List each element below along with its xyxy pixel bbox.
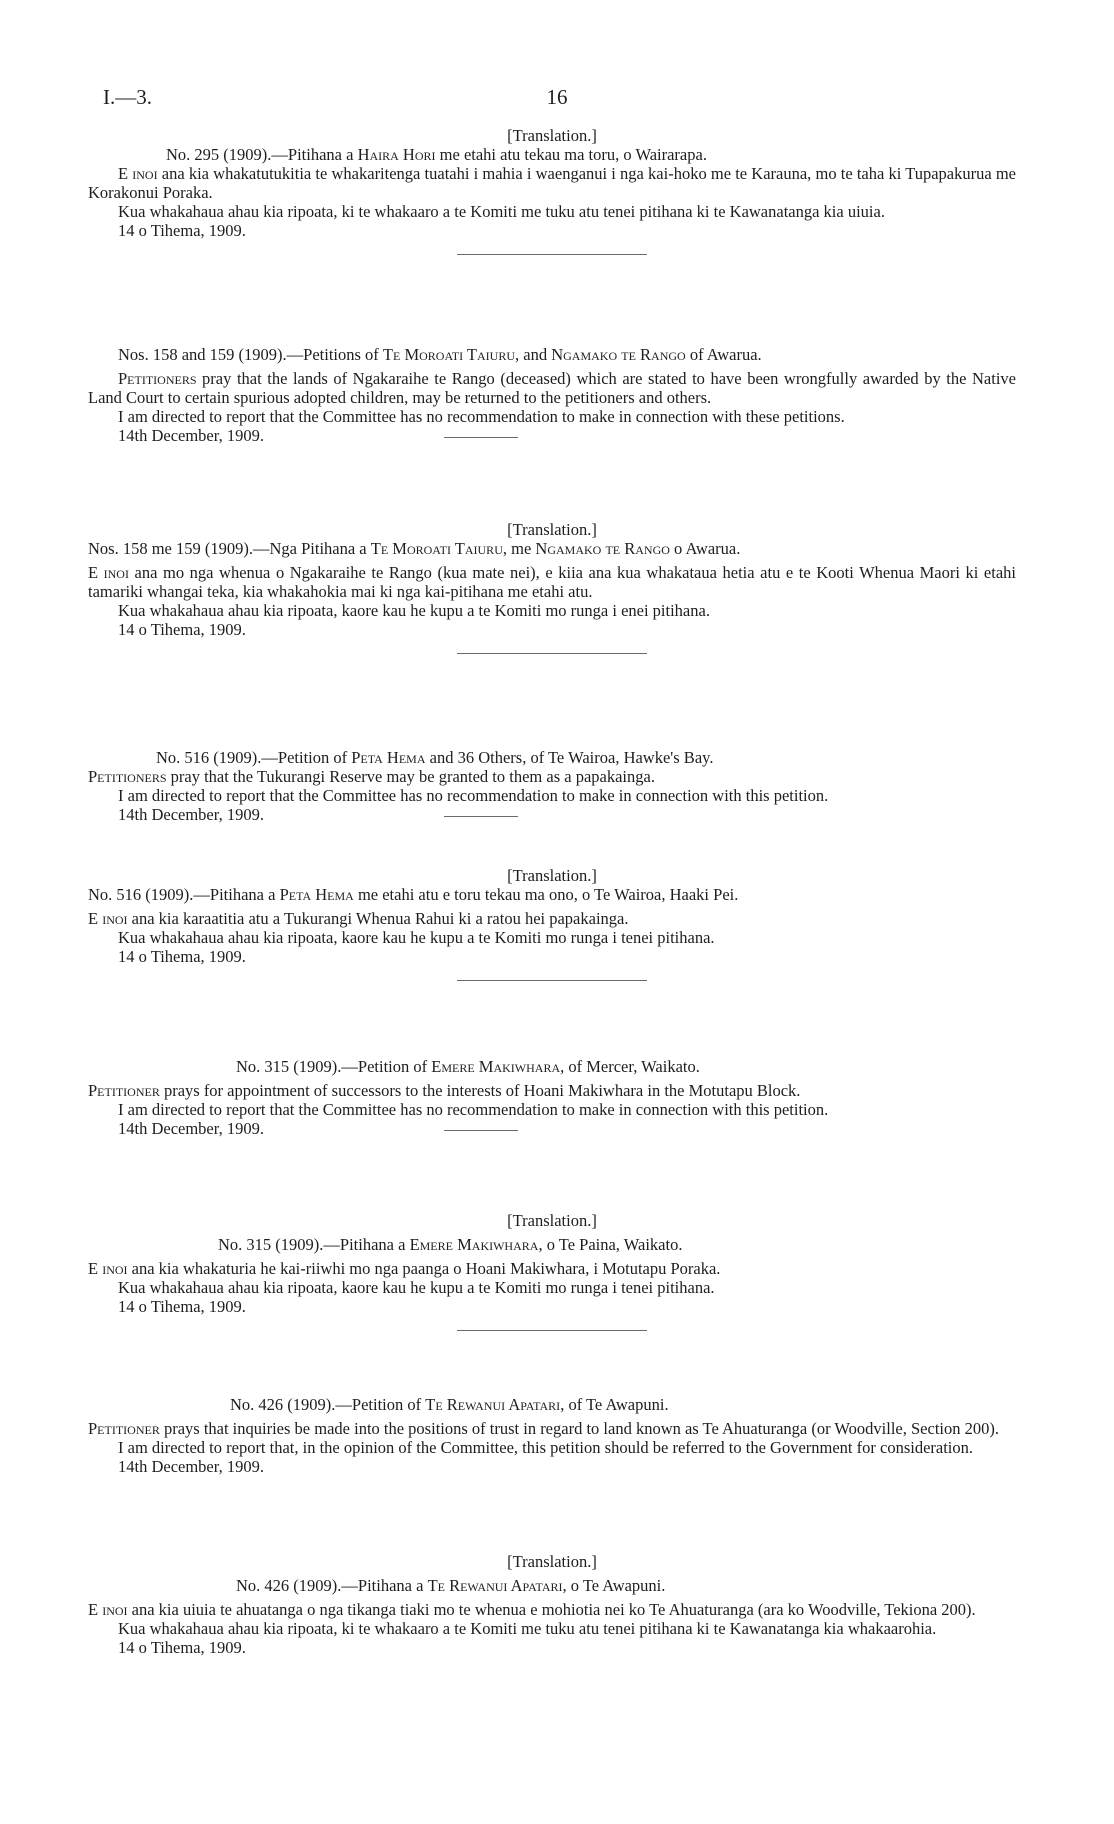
translation-label: [Translation.] <box>507 866 597 885</box>
committee-report: Kua whakahaua ahau kia ripoata, kaore kau he kupu a te Komiti mo runga i enei pitihana. <box>118 601 710 620</box>
petition-516 <box>88 748 1016 824</box>
petition-body: Petitioners pray that the lands of Ngakaraihe te Rango (deceased) which are stated to have been wrongfully awarded by the Native Land Court to certain spurious adopted children, may be returned to the petitioners and others. <box>88 369 1016 407</box>
petition-title: No. 295 (1909).—Pitihana a Haira Hori me etahi atu tekau ma toru, o Wairarapa. <box>166 145 707 164</box>
translation-label: [Translation.] <box>507 126 597 145</box>
section-divider <box>457 1330 647 1331</box>
report-date: 14 o Tihema, 1909. <box>118 947 246 966</box>
petition-426-translation <box>88 1552 1016 1657</box>
committee-report: I am directed to report that the Committee has no recommendation to make in connection with this petition. <box>118 786 829 805</box>
petition-title: No. 315 (1909).—Pitihana a Emere Makiwhara, o Te Paina, Waikato. <box>218 1235 683 1254</box>
translation-label: [Translation.] <box>507 1211 597 1230</box>
section-divider <box>457 254 647 255</box>
petition-158-159 <box>88 345 1016 445</box>
translation-label: [Translation.] <box>507 520 597 539</box>
report-date: 14 o Tihema, 1909. <box>118 1638 246 1657</box>
petition-body: Petitioner prays that inquiries be made into the positions of trust in regard to land known as Te Ahuaturanga (or Woodville, Section 200). <box>88 1419 999 1438</box>
section-divider <box>457 980 647 981</box>
committee-report: I am directed to report that, in the opinion of the Committee, this petition should be referred to the Government for consideration. <box>118 1438 974 1457</box>
petition-title: No. 426 (1909).—Pitihana a Te Rewanui Apatari, o Te Awapuni. <box>236 1576 666 1595</box>
committee-report: Kua whakahaua ahau kia ripoata, kaore kau he kupu a te Komiti mo runga i tenei pitihana. <box>118 928 715 947</box>
petition-295-translation <box>88 126 1016 269</box>
date-divider <box>444 1130 518 1131</box>
date-divider <box>444 816 518 817</box>
translation-label: [Translation.] <box>507 1552 597 1571</box>
petition-body: E inoi ana mo nga whenua o Ngakaraihe te Rango (kua mate nei), e kiia ana kua whakataua hetia atu e te Kooti Whenua Maori ki etahi tamariki whangai teka, kia whakahokia mai ki nga kai-pitihana me etahi atu. <box>88 563 1016 601</box>
report-date: 14th December, 1909. <box>88 805 1016 824</box>
petition-body: E inoi ana kia whakaturia he kai-riiwhi mo nga paanga o Hoani Makiwhara, i Motutapu Poraka. <box>88 1259 721 1278</box>
petition-title: Nos. 158 me 159 (1909).—Nga Pitihana a Te Moroati Taiuru, me Ngamako te Rango o Awarua. <box>88 539 741 558</box>
petition-426 <box>88 1395 1016 1476</box>
petition-body: Petitioner prays for appointment of successors to the interests of Hoani Makiwhara in the Motutapu Block. <box>88 1081 801 1100</box>
committee-report: Kua whakahaua ahau kia ripoata, kaore kau he kupu a te Komiti mo runga i tenei pitihana. <box>118 1278 715 1297</box>
report-date: 14th December, 1909. <box>88 426 1016 445</box>
committee-report: I am directed to report that the Committee has no recommendation to make in connection with this petition. <box>118 1100 829 1119</box>
petition-516-translation <box>88 866 1016 995</box>
committee-report: Kua whakahaua ahau kia ripoata, ki te whakaaro a te Komiti me tuku atu tenei pitihana ki te Kawanatanga kia uiuia. <box>118 202 885 221</box>
petition-title: No. 516 (1909).—Pitihana a Peta Hema me etahi atu e toru tekau ma ono, o Te Wairoa, Haaki Pei. <box>88 885 739 904</box>
page-number: 16 <box>546 85 568 109</box>
petition-315 <box>88 1057 1016 1138</box>
petition-title: No. 426 (1909).—Petition of Te Rewanui Apatari, of Te Awapuni. <box>230 1395 669 1414</box>
report-date: 14 o Tihema, 1909. <box>118 1297 246 1316</box>
petition-body: E inoi ana kia uiuia te ahuatanga o nga tikanga tiaki mo te whenua e mohiotia nei ko Te Ahuaturanga (ara ko Woodville, Tekiona 200). <box>88 1600 976 1619</box>
petition-315-translation <box>88 1211 1016 1345</box>
petition-title: No. 516 (1909).—Petition of Peta Hema and 36 Others, of Te Wairoa, Hawke's Bay. <box>156 748 714 767</box>
petition-title: No. 315 (1909).—Petition of Emere Makiwhara, of Mercer, Waikato. <box>236 1057 700 1076</box>
committee-report: Kua whakahaua ahau kia ripoata, ki te whakaaro a te Komiti me tuku atu tenei pitihana ki te Kawanatanga kia whakaarohia. <box>118 1619 937 1638</box>
report-date: 14 o Tihema, 1909. <box>118 620 246 639</box>
report-reference: I.—3. <box>103 85 152 109</box>
petition-body: E inoi ana kia karaatitia atu a Tukurangi Whenua Rahui ki a ratou hei papakainga. <box>88 909 629 928</box>
date-divider <box>444 437 518 438</box>
petition-body: E inoi ana kia whakatutukitia te whakaritenga tuatahi i mahia i waenganui i nga kai-hoko me te Karauna, mo te taha ki Tupapakurua me Korakonui Poraka. <box>88 164 1017 202</box>
committee-report: I am directed to report that the Committee has no recommendation to make in connection with these petitions. <box>118 407 845 426</box>
report-date: 14 o Tihema, 1909. <box>118 221 246 240</box>
petition-title: Nos. 158 and 159 (1909).—Petitions of Te Moroati Taiuru, and Ngamako te Rango of Awarua. <box>118 345 762 364</box>
petition-158-159-translation <box>88 520 1016 668</box>
petition-body: Petitioners pray that the Tukurangi Reserve may be granted to them as a papakainga. <box>88 767 655 786</box>
report-date: 14th December, 1909. <box>118 1457 264 1476</box>
report-date: 14th December, 1909. <box>88 1119 1016 1138</box>
section-divider <box>457 653 647 654</box>
